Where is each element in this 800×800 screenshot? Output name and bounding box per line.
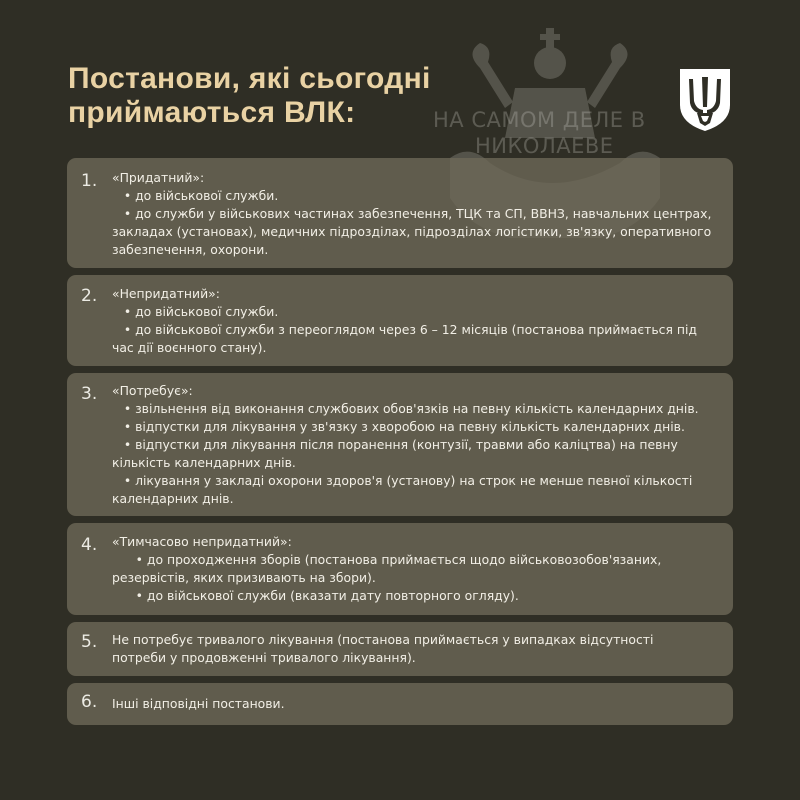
decision-card-2 <box>67 275 733 366</box>
item-text-line: Інші відповідні постанови. <box>112 696 285 711</box>
decision-card-3 <box>67 373 733 516</box>
item-text-line: потреби у продовженні тривалого лікування). <box>112 650 416 665</box>
decision-card-5 <box>67 622 733 676</box>
item-text-line: • до військової служби з переоглядом через 6 – 12 місяців (постанова приймається під <box>112 322 697 337</box>
item-text-line: «Потребує»: <box>112 383 193 398</box>
item-number: 1. <box>81 171 98 191</box>
item-text-line: кількість календарних днів. <box>112 455 296 470</box>
watermark-text-line1: НА САМОМ ДЕЛЕ В <box>433 108 646 132</box>
item-text-line: • до проходження зборів (постанова приймається щодо військовозобов'язаних, <box>112 552 662 567</box>
item-text-line: • до військової служби. <box>112 188 279 203</box>
watermark-text-line2: НИКОЛАЕВЕ <box>475 134 614 158</box>
item-text-line: календарних днів. <box>112 491 234 506</box>
item-text-line: забезпечення, охорони. <box>112 242 269 257</box>
item-number: 2. <box>81 286 98 306</box>
item-text-line: • відпустки для лікування після поранення (контузії, травми або каліцтва) на певну <box>112 437 678 452</box>
item-text-line: • до служби у військових частинах забезпечення, ТЦК та СП, ВВНЗ, навчальних центрах, <box>112 206 712 221</box>
item-text-line: «Придатний»: <box>112 170 205 185</box>
item-number: 5. <box>81 632 98 652</box>
page-title <box>68 62 508 130</box>
item-text-line: резервістів, яких призивають на збори). <box>112 570 376 585</box>
item-text-line: • до військової служби (вказати дату повторного огляду). <box>112 588 519 603</box>
item-number: 4. <box>81 535 98 555</box>
item-text-line: • лікування у закладі охорони здоров'я (установу) на строк не менше певної кількості <box>112 473 693 488</box>
item-number: 6. <box>81 692 98 712</box>
item-text-line: «Непридатний»: <box>112 286 220 301</box>
item-text-line: «Тимчасово непридатний»: <box>112 534 292 549</box>
decision-card-1 <box>67 158 733 268</box>
item-text-line: • відпустки для лікування у зв'язку з хворобою на певну кількість календарних днів. <box>112 419 685 434</box>
title-line-1: Постанови, які сьогодні <box>68 62 431 95</box>
item-text-line: Не потребує тривалого лікування (постанова приймається у випадках відсутності <box>112 632 654 647</box>
item-text-line: закладах (установах), медичних підрозділах, підрозділах логістики, зв'язку, оперативного <box>112 224 712 239</box>
title-line-2: приймаються ВЛК: <box>68 96 356 129</box>
item-text-line: • звільнення від виконання службових обов'язків на певну кількість календарних днів. <box>112 401 699 416</box>
decision-card-6 <box>67 683 733 725</box>
item-text-line: • до військової служби. <box>112 304 279 319</box>
item-number: 3. <box>81 384 98 404</box>
trident-icon <box>676 67 734 133</box>
item-text-line: час дії воєнного стану). <box>112 340 267 355</box>
decision-card-4 <box>67 523 733 615</box>
